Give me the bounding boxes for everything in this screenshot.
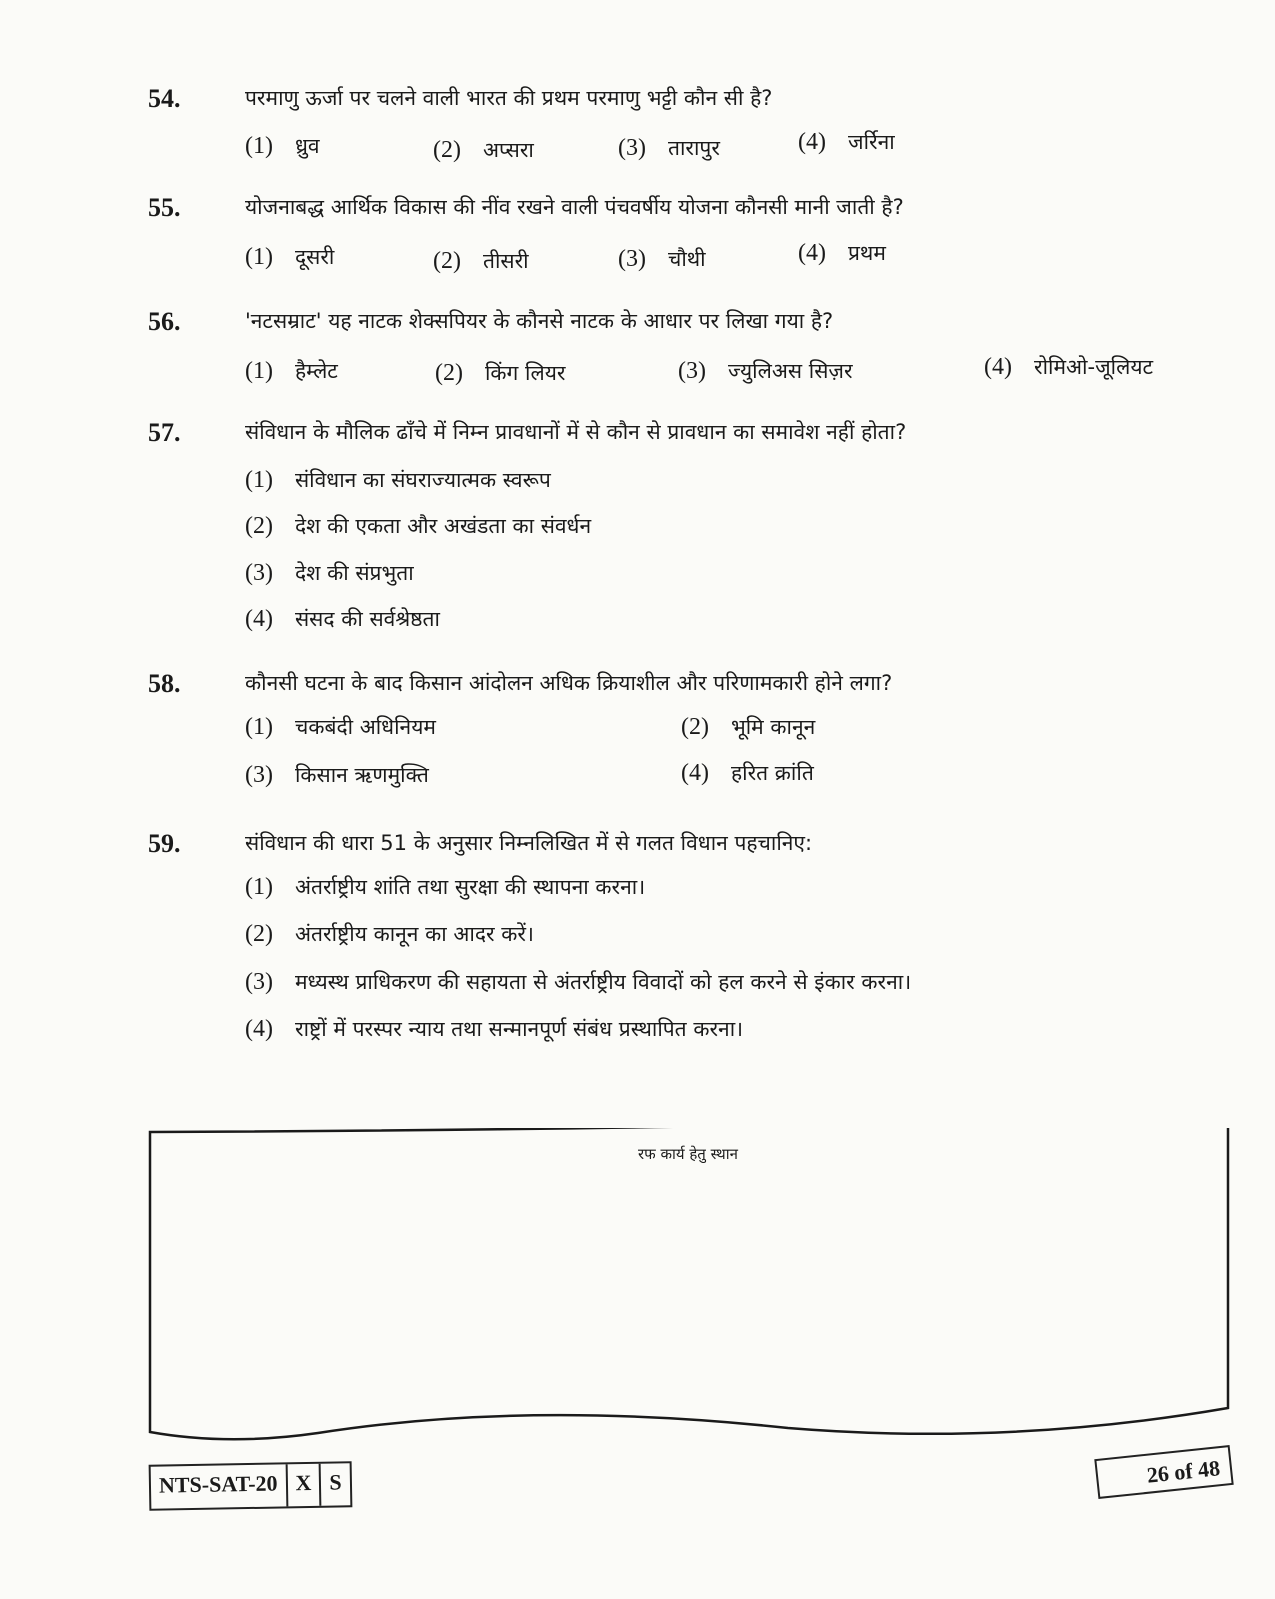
option-2 <box>435 359 566 387</box>
option-text: चकबंदी अधिनियम <box>294 715 436 739</box>
page-number: 26 of 48 <box>1094 1445 1233 1499</box>
option-2 <box>681 713 815 741</box>
option-2 <box>433 136 534 164</box>
option-3 <box>245 968 911 996</box>
option-text: ध्रुव <box>294 134 320 158</box>
option-text: रोमिओ-जूलियट <box>1033 355 1154 379</box>
question-number: 54. <box>148 84 181 113</box>
paper-code: NTS-SAT-20 <box>151 1464 288 1508</box>
option-number: (4) <box>681 760 709 786</box>
option-text: अप्सरा <box>482 138 534 162</box>
option-4 <box>984 353 1153 381</box>
option-number: (4) <box>245 606 273 632</box>
option-4 <box>245 1015 743 1043</box>
option-number: (1) <box>245 714 273 740</box>
option-text: प्रथम <box>847 241 886 265</box>
option-text: भूमि कानून <box>730 715 816 739</box>
paper-code-box <box>149 1461 353 1511</box>
option-1 <box>245 132 320 160</box>
question-text: संविधान की धारा 51 के अनुसार निम्नलिखित में से गलत विधान पहचानिए: <box>245 831 813 855</box>
option-text: तीसरी <box>482 249 529 273</box>
option-number: (3) <box>245 762 273 788</box>
option-text: देश की एकता और अखंडता का संवर्धन <box>294 514 592 538</box>
option-number: (3) <box>245 560 273 586</box>
option-number: (1) <box>245 133 273 159</box>
option-text: अंतर्राष्ट्रीय शांति तथा सुरक्षा की स्थापना करना। <box>294 875 646 899</box>
option-2 <box>433 247 529 275</box>
option-number: (1) <box>245 874 273 900</box>
question-text: परमाणु ऊर्जा पर चलने वाली भारत की प्रथम परमाणु भट्टी कौन सी है? <box>245 86 773 110</box>
option-text: जर्रिना <box>847 130 895 154</box>
question-text: कौनसी घटना के बाद किसान आंदोलन अधिक क्रियाशील और परिणामकारी होने लगा? <box>245 671 893 695</box>
question-number: 58. <box>148 669 181 698</box>
option-2 <box>245 920 534 948</box>
rough-work-area <box>148 1128 1230 1453</box>
option-1 <box>245 713 436 741</box>
option-4 <box>245 605 440 633</box>
option-text: हरित क्रांति <box>730 761 814 785</box>
option-3 <box>245 761 429 789</box>
option-number: (4) <box>245 1016 273 1042</box>
option-1 <box>245 243 334 271</box>
paper-code-x: X <box>287 1464 322 1507</box>
rough-work-border <box>148 1128 1230 1453</box>
question-text: संविधान के मौलिक ढाँचे में निम्न प्रावधानों में से कौन से प्रावधान का समावेश नहीं होता? <box>245 420 907 444</box>
option-text: किंग लियर <box>484 361 566 385</box>
paper-code-s: S <box>329 1469 342 1495</box>
option-text: देश की संप्रभुता <box>294 561 414 585</box>
option-4 <box>681 759 814 787</box>
option-number: (2) <box>245 513 273 539</box>
option-text: मध्यस्थ प्राधिकरण की सहायता से अंतर्राष्ट्रीय विवादों को हल करने से इंकार करना। <box>294 970 912 994</box>
option-2 <box>245 512 591 540</box>
option-1 <box>245 357 338 385</box>
option-number: (1) <box>245 467 273 493</box>
option-1 <box>245 873 645 901</box>
option-number: (2) <box>245 921 273 947</box>
option-3 <box>678 357 853 385</box>
option-number: (1) <box>245 358 273 384</box>
option-text: हैम्लेट <box>294 359 338 383</box>
option-text: किसान ऋणमुक्ति <box>294 763 429 787</box>
option-number: (4) <box>798 129 826 155</box>
option-text: चौथी <box>667 247 706 271</box>
option-text: संसद की सर्वश्रेष्ठता <box>294 607 440 631</box>
option-text: दूसरी <box>294 245 335 269</box>
option-number: (4) <box>984 354 1012 380</box>
option-text: राष्ट्रों में परस्पर न्याय तथा सन्मानपूर्ण संबंध प्रस्थापित करना। <box>294 1017 744 1041</box>
option-3 <box>245 559 414 587</box>
option-text: ज्युलिअस सिज़र <box>727 359 853 383</box>
question-number: 57. <box>148 418 181 447</box>
question-number: 56. <box>148 307 181 336</box>
question-text: 'नटसम्राट' यह नाटक शेक्सपियर के कौनसे नाटक के आधार पर लिखा गया है? <box>245 309 834 333</box>
option-number: (2) <box>435 360 463 386</box>
option-number: (3) <box>678 358 706 384</box>
option-text: संविधान का संघराज्यात्मक स्वरूप <box>294 468 551 492</box>
question-number: 59. <box>148 829 181 858</box>
option-3 <box>618 245 706 273</box>
option-text: अंतर्राष्ट्रीय कानून का आदर करें। <box>294 922 534 946</box>
option-number: (4) <box>798 240 826 266</box>
option-1 <box>245 466 551 494</box>
option-number: (3) <box>618 135 646 161</box>
rough-work-label: रफ कार्य हेतु स्थान <box>638 1145 738 1163</box>
option-text: तारापुर <box>667 136 720 160</box>
option-number: (3) <box>245 969 273 995</box>
option-3 <box>618 134 720 162</box>
option-4 <box>798 128 895 156</box>
question-number: 55. <box>148 193 181 222</box>
option-4 <box>798 239 886 267</box>
option-number: (2) <box>681 714 709 740</box>
question-text: योजनाबद्ध आर्थिक विकास की नींव रखने वाली पंचवर्षीय योजना कौनसी मानी जाती है? <box>245 195 904 219</box>
option-number: (3) <box>618 246 646 272</box>
option-number: (2) <box>433 248 461 274</box>
option-number: (1) <box>245 244 273 270</box>
option-number: (2) <box>433 137 461 163</box>
